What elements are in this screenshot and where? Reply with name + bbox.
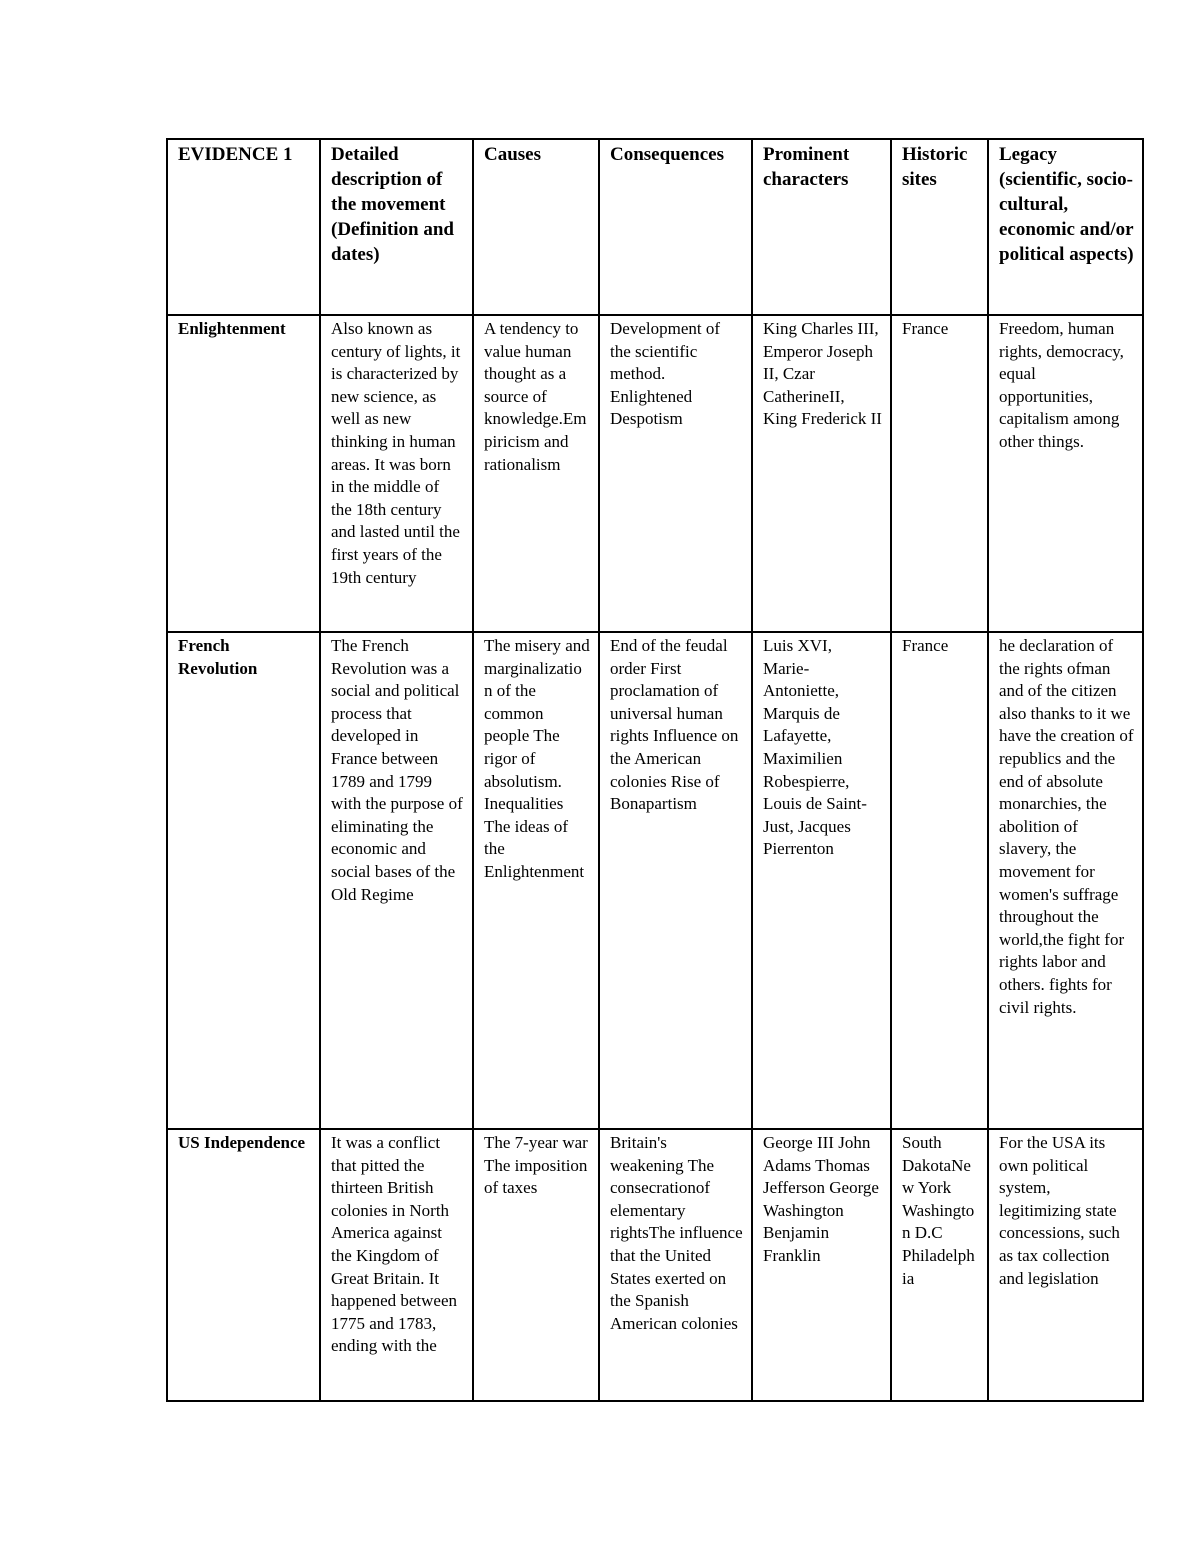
header-causes: Causes [473,139,599,315]
sites-cell: France [891,315,988,632]
characters-cell: King Charles III, Emperor Joseph II, Czar CatherineII, King Frederick II [752,315,891,632]
sites-cell: France [891,632,988,1129]
legacy-cell: Freedom, human rights, democracy, equal opportunities, capitalism among other things. [988,315,1143,632]
header-legacy: Legacy (scientific, socio-cultural, economic and/or political aspects) [988,139,1143,315]
consequences-cell: Development of the scientific method. Enlightened Despotism [599,315,752,632]
consequences-cell: Britain's weakening The consecrationof elementary rightsThe influence that the United States exerted on the Spanish American colonies [599,1129,752,1401]
table-header-row [167,139,1143,315]
sites-cell: South DakotaNew York Washington D.C Philadelphia [891,1129,988,1401]
header-sites: Historic sites [891,139,988,315]
header-characters: Prominent characters [752,139,891,315]
movement-name: US Independence [167,1129,320,1401]
causes-cell: The misery and marginalization of the common people The rigor of absolutism. Inequalities The ideas of the Enlightenment [473,632,599,1129]
header-consequences: Consequences [599,139,752,315]
causes-cell: A tendency to value human thought as a source of knowledge.Empiricism and rationalism [473,315,599,632]
characters-cell: Luis XVI, Marie-Antoniette, Marquis de Lafayette, Maximilien Robespierre, Louis de Saint-Just, Jacques Pierrenton [752,632,891,1129]
evidence-table [166,138,1144,1402]
table-row [167,1129,1143,1401]
legacy-cell: For the USA its own political system, legitimizing state concessions, such as tax collection and legislation [988,1129,1143,1401]
causes-cell: The 7-year war The imposition of taxes [473,1129,599,1401]
description-cell: The French Revolution was a social and political process that developed in France between 1789 and 1799 with the purpose of eliminating the economic and social bases of the Old Regime [320,632,473,1129]
movement-name: French Revolution [167,632,320,1129]
description-cell: Also known as century of lights, it is characterized by new science, as well as new thinking in human areas. It was born in the middle of the 18th century and lasted until the first years of the 19th century [320,315,473,632]
description-cell: It was a conflict that pitted the thirteen British colonies in North America against the Kingdom of Great Britain. It happened between 1775 and 1783, ending with the [320,1129,473,1401]
header-evidence: EVIDENCE 1 [167,139,320,315]
characters-cell: George III John Adams Thomas Jefferson George Washington Benjamin Franklin [752,1129,891,1401]
legacy-cell: he declaration of the rights ofman and of the citizen also thanks to it we have the creation of republics and the end of absolute monarchies, the abolition of slavery, the movement for women's suffrage throughout the world,the fight for rights labor and others. fights for civil rights. [988,632,1143,1129]
table-row [167,632,1143,1129]
header-description: Detailed description of the movement (Definition and dates) [320,139,473,315]
consequences-cell: End of the feudal order First proclamation of universal human rights Influence on the American colonies Rise of Bonapartism [599,632,752,1129]
table-row [167,315,1143,632]
movement-name: Enlightenment [167,315,320,632]
